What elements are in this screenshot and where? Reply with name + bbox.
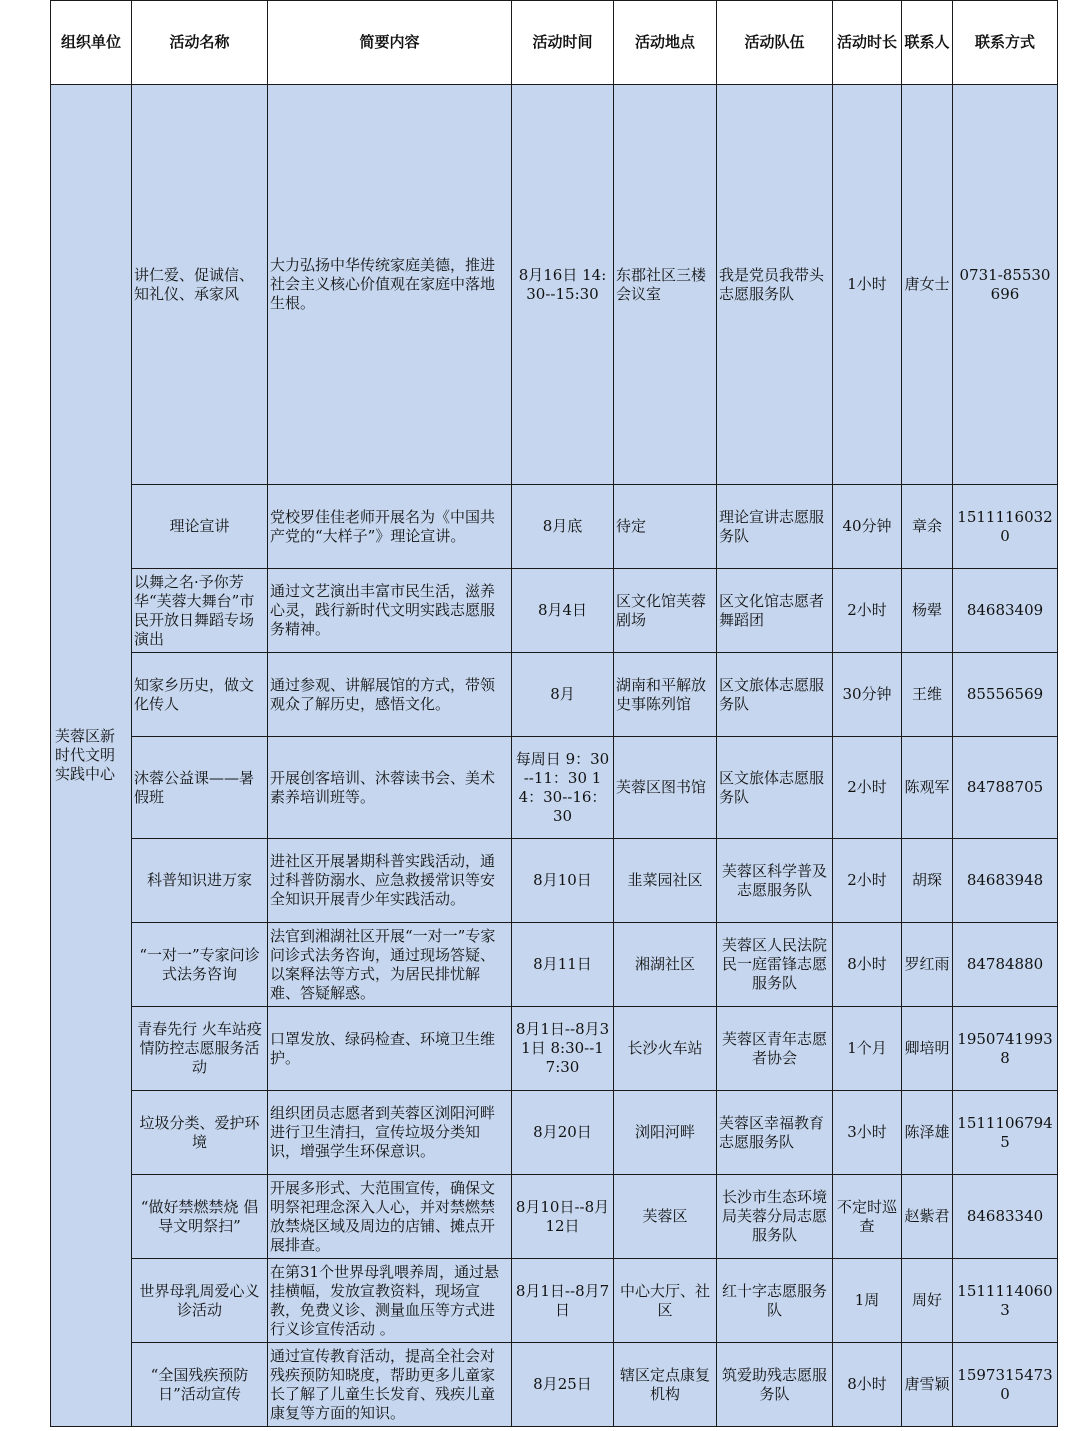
time-cell: 8月: [512, 653, 614, 737]
team-cell: 理论宣讲志愿服务队: [717, 485, 833, 569]
team-cell: 长沙市生态环境局芙蓉分局志愿服务队: [717, 1175, 833, 1259]
phone-cell: 0731-85530696: [953, 85, 1058, 485]
header-content: 简要内容: [268, 1, 512, 85]
header-phone: 联系方式: [953, 1, 1058, 85]
place-cell: 芙蓉区: [614, 1175, 717, 1259]
time-cell: 每周日 9：30--11：30 14：30--16：30: [512, 737, 614, 839]
content-cell: 组织团员志愿者到芙蓉区浏阳河畔进行卫生清扫，宣传垃圾分类知识，增强学生环保意识。: [268, 1091, 512, 1175]
table-row: [51, 653, 1058, 737]
place-cell: 韭菜园社区: [614, 839, 717, 923]
phone-cell: 84784880: [953, 923, 1058, 1007]
time-cell: 8月11日: [512, 923, 614, 1007]
activity-name-cell: 世界母乳周爱心义诊活动: [132, 1259, 268, 1343]
duration-cell: 30分钟: [833, 653, 902, 737]
activity-name-cell: 理论宣讲: [132, 485, 268, 569]
place-cell: 东郡社区三楼会议室: [614, 85, 717, 485]
duration-cell: 2小时: [833, 737, 902, 839]
place-cell: 待定: [614, 485, 717, 569]
content-cell: 进社区开展暑期科普实践活动，通过科普防溺水、应急救援常识等安全知识开展青少年实践活动。: [268, 839, 512, 923]
contact-cell: 陈泽雄: [902, 1091, 953, 1175]
phone-cell: 15111160320: [953, 485, 1058, 569]
table-row: [51, 569, 1058, 653]
header-place: 活动地点: [614, 1, 717, 85]
header-duration: 活动时长: [833, 1, 902, 85]
activity-name-cell: 垃圾分类、爱护环境: [132, 1091, 268, 1175]
table-row: [51, 85, 1058, 485]
activity-name-cell: “一对一”专家问诊式法务咨询: [132, 923, 268, 1007]
header-org-unit: 组织单位: [51, 1, 132, 85]
time-cell: 8月10日: [512, 839, 614, 923]
team-cell: 我是党员我带头志愿服务队: [717, 85, 833, 485]
contact-cell: 章余: [902, 485, 953, 569]
content-cell: 通过参观、讲解展馆的方式，带领观众了解历史，感悟文化。: [268, 653, 512, 737]
time-cell: 8月20日: [512, 1091, 614, 1175]
duration-cell: 1个月: [833, 1007, 902, 1091]
place-cell: 湘湖社区: [614, 923, 717, 1007]
activity-name-cell: 以舞之名·予你芳华“芙蓉大舞台”市民开放日舞蹈专场演出: [132, 569, 268, 653]
contact-cell: 陈观军: [902, 737, 953, 839]
place-cell: 长沙火车站: [614, 1007, 717, 1091]
contact-cell: 周好: [902, 1259, 953, 1343]
team-cell: 区文旅体志愿服务队: [717, 653, 833, 737]
phone-cell: 19507419938: [953, 1007, 1058, 1091]
team-cell: 芙蓉区人民法院民一庭雷锋志愿服务队: [717, 923, 833, 1007]
table-row: [51, 485, 1058, 569]
header-team: 活动队伍: [717, 1, 833, 85]
table-body: [51, 85, 1058, 1427]
time-cell: 8月底: [512, 485, 614, 569]
duration-cell: 1小时: [833, 85, 902, 485]
phone-cell: 84683948: [953, 839, 1058, 923]
content-cell: 开展创客培训、沐蓉读书会、美术素养培训班等。: [268, 737, 512, 839]
team-cell: 芙蓉区幸福教育志愿服务队: [717, 1091, 833, 1175]
org-unit-cell: 芙蓉区新时代文明实践中心: [51, 85, 132, 1427]
phone-cell: 15111067945: [953, 1091, 1058, 1175]
activity-table-page: [50, 0, 1057, 1427]
place-cell: 芙蓉区图书馆: [614, 737, 717, 839]
content-cell: 开展多形式、大范围宣传，确保文明祭祀理念深入人心，并对禁燃禁放禁烧区域及周边的店铺、摊点开展排查。: [268, 1175, 512, 1259]
team-cell: 芙蓉区科学普及志愿服务队: [717, 839, 833, 923]
duration-cell: 1周: [833, 1259, 902, 1343]
place-cell: 湖南和平解放史事陈列馆: [614, 653, 717, 737]
contact-cell: 卿培明: [902, 1007, 953, 1091]
phone-cell: 84683340: [953, 1175, 1058, 1259]
activity-name-cell: “做好禁燃禁烧 倡导文明祭扫”: [132, 1175, 268, 1259]
activity-name-cell: 青春先行 火车站疫情防控志愿服务活动: [132, 1007, 268, 1091]
contact-cell: 王维: [902, 653, 953, 737]
duration-cell: 2小时: [833, 569, 902, 653]
table-row: [51, 1175, 1058, 1259]
contact-cell: 赵紫君: [902, 1175, 953, 1259]
content-cell: 在第31个世界母乳喂养周，通过悬挂横幅，发放宣教资料，现场宣教，免费义诊、测量血压等方式进行义诊宣传活动 。: [268, 1259, 512, 1343]
table-row: [51, 1091, 1058, 1175]
duration-cell: 8小时: [833, 923, 902, 1007]
table-row: [51, 839, 1058, 923]
duration-cell: 不定时巡查: [833, 1175, 902, 1259]
phone-cell: 85556569: [953, 653, 1058, 737]
activity-name-cell: 讲仁爱、促诚信、知礼仪、承家风: [132, 85, 268, 485]
activity-name-cell: 科普知识进万家: [132, 839, 268, 923]
table-row: [51, 1343, 1058, 1427]
phone-cell: 15973154730: [953, 1343, 1058, 1427]
header-contact: 联系人: [902, 1, 953, 85]
time-cell: 8月1日--8月31日 8:30--17:30: [512, 1007, 614, 1091]
phone-cell: 15111140603: [953, 1259, 1058, 1343]
team-cell: 红十字志愿服务队: [717, 1259, 833, 1343]
table-row: [51, 1007, 1058, 1091]
content-cell: 通过文艺演出丰富市民生活，滋养心灵，践行新时代文明实践志愿服务精神。: [268, 569, 512, 653]
content-cell: 党校罗佳佳老师开展名为《中国共产党的“大样子”》理论宣讲。: [268, 485, 512, 569]
contact-cell: 杨翚: [902, 569, 953, 653]
contact-cell: 唐雪颖: [902, 1343, 953, 1427]
team-cell: 筑爱助残志愿服务队: [717, 1343, 833, 1427]
duration-cell: 3小时: [833, 1091, 902, 1175]
activity-name-cell: “全国残疾预防日”活动宣传: [132, 1343, 268, 1427]
content-cell: 通过宣传教育活动，提高全社会对残疾预防知晓度，帮助更多儿童家长了解了儿童生长发育、残疾儿童康复等方面的知识。: [268, 1343, 512, 1427]
contact-cell: 胡琛: [902, 839, 953, 923]
time-cell: 8月25日: [512, 1343, 614, 1427]
team-cell: 区文化馆志愿者舞蹈团: [717, 569, 833, 653]
phone-cell: 84683409: [953, 569, 1058, 653]
place-cell: 中心大厅、社区: [614, 1259, 717, 1343]
table-row: [51, 923, 1058, 1007]
activity-table: [50, 0, 1058, 1427]
place-cell: 浏阳河畔: [614, 1091, 717, 1175]
header-row: [51, 1, 1058, 85]
table-row: [51, 1259, 1058, 1343]
contact-cell: 罗红雨: [902, 923, 953, 1007]
time-cell: 8月4日: [512, 569, 614, 653]
activity-name-cell: 沐蓉公益课——暑假班: [132, 737, 268, 839]
duration-cell: 8小时: [833, 1343, 902, 1427]
header-activity-name: 活动名称: [132, 1, 268, 85]
time-cell: 8月16日 14:30--15:30: [512, 85, 614, 485]
phone-cell: 84788705: [953, 737, 1058, 839]
place-cell: 辖区定点康复机构: [614, 1343, 717, 1427]
content-cell: 大力弘扬中华传统家庭美德，推进社会主义核心价值观在家庭中落地生根。: [268, 85, 512, 485]
content-cell: 口罩发放、绿码检查、环境卫生维护。: [268, 1007, 512, 1091]
duration-cell: 2小时: [833, 839, 902, 923]
activity-name-cell: 知家乡历史，做文化传人: [132, 653, 268, 737]
duration-cell: 40分钟: [833, 485, 902, 569]
content-cell: 法官到湘湖社区开展“一对一”专家问诊式法务咨询，通过现场答疑、以案释法等方式，为居民排忧解难、答疑解惑。: [268, 923, 512, 1007]
place-cell: 区文化馆芙蓉剧场: [614, 569, 717, 653]
team-cell: 芙蓉区青年志愿者协会: [717, 1007, 833, 1091]
header-time: 活动时间: [512, 1, 614, 85]
table-row: [51, 737, 1058, 839]
time-cell: 8月1日--8月7日: [512, 1259, 614, 1343]
time-cell: 8月10日--8月12日: [512, 1175, 614, 1259]
contact-cell: 唐女士: [902, 85, 953, 485]
team-cell: 区文旅体志愿服务队: [717, 737, 833, 839]
